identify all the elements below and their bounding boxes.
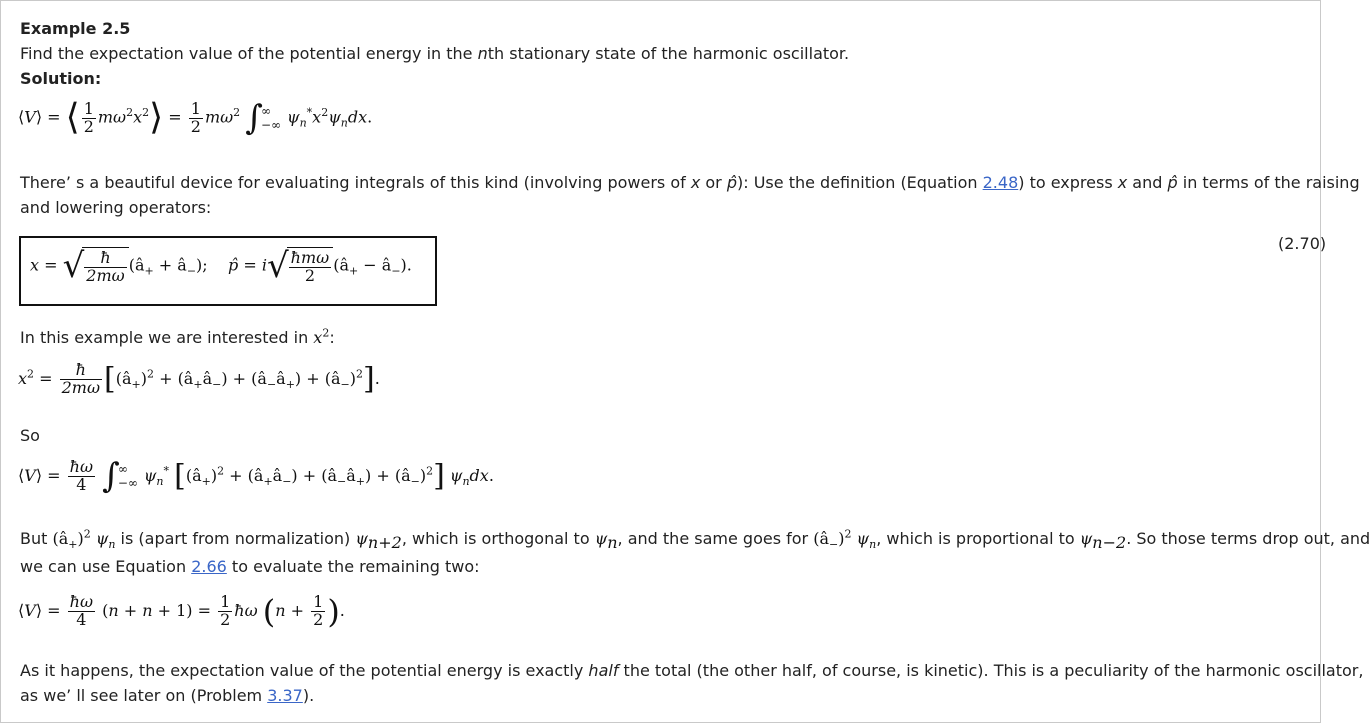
equation-potential-expectation: ⟨V⟩ = ⟨ $\frac{1}{2}$ $m\omega^2x^2⟩$ = $\frac{1}{2}$ $m\omega^2$ ∫ ∞ −∞ $\psi_n^*x^2\psi_ndx$. [18,97,373,138]
paragraph-peculiarity-line2: as we’ ll see later on (Problem 3.37). [20,686,315,705]
paragraph-so: So [20,426,40,445]
equation-link-2-66[interactable]: 2.66 [191,557,227,576]
paragraph-orthogonal-line2: we can use Equation 2.66 to evaluate the remaining two: [20,557,480,576]
solution-label: Solution: [20,69,102,88]
example-title: Example 2.5 [20,19,131,38]
equation-v-ladder: ⟨V⟩ = $\frac{ħ\omega}{4}$ ∫ ∞ −∞ $\psi_n^*$ [$(â_+)^2$ + $(â_+â_-)$ + $(â_-â_+)$ + $(â_-)^2$] $\psi_ndx$. [18,456,494,497]
paragraph-device-line2: and lowering operators: [20,198,212,217]
problem-statement: Find the expectation value of the potential energy in the nth stationary state of the harmonic oscillator. [20,44,850,63]
equation-v-result: ⟨V⟩ = $\frac{ħ\omega}{4}$ (n + n + 1) = $\frac{1}{2}$ ħω (n + $\frac{1}{2}$ ). [18,592,345,631]
equation-number: (2.70) [1278,234,1327,253]
equation-x-squared: $x^2$ = $\frac{ħ}{2m\omega}$ [$(â_+)^2$ + $(â_+â_-)$ + $(â_-â_+)$ + $(â_-)^2$]. [18,360,380,397]
paragraph-interest: In this example we are interested in $x^2$: [20,326,335,347]
paragraph-peculiarity: As it happens, the expectation value of the potential energy is exactly half the total (the other half, of course, is kinetic). This is a peculiarity of the harmonic oscillator, [20,661,1364,680]
equation-x-p-ladder: x = √ $\frac{ħ}{2m\omega}$ ($â_+$ + $â_-$); p̂ = i√ $\frac{\text{ħmω}}{2}$ ($â_+$ − $â_-$). [30,246,412,286]
paragraph-orthogonal: But $(â_+)^2$ $\psi_n$ is (apart from normalization) $\psi_{n+2}$, which is orthogonal to $\psi_n$, and the same goes for $(â_-)^2$ $\psi_n$, which is proportional to $\psi_{n-2}$. So those terms drop out, and [20,527,1370,553]
paragraph-device: There’ s a beautiful device for evaluating integrals of this kind (involving powers of x or p̂): Use the definition (Equation 2.48) to express x and p̂ in terms of the raising [20,173,1360,192]
problem-link-3-37[interactable]: 3.37 [267,686,303,705]
equation-link-2-48[interactable]: 2.48 [982,173,1019,192]
